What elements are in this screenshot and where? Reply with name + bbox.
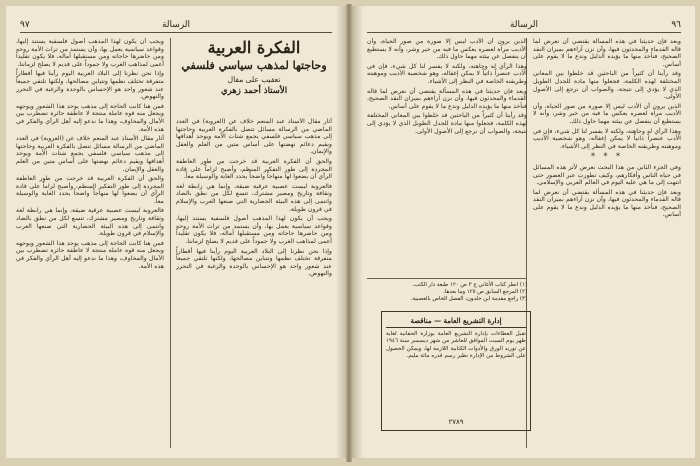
paragraph: وقد رأينا أن كثيراً من الباحثين قد خلطوا بين المعاني المختلفة لهذه الكلمة، فجعلوا منها مادة للجدل الطويل الذي لا يؤدي إلى نتيجة، والصواب أن نرجع إلى الأصول الأولى. (367, 112, 527, 135)
paragraph: فمن هنا كانت الحاجة إلى مذهب يوحد هذا الشعور ويوجهه ويجعل منه قوة عاملة منتجة لا عاطفة حائرة تضطرب بين الآمال والمخاوف، وهذا ما ندعو إليه أهل الرأي والفكر في هذه الأمة. (16, 239, 164, 270)
paragraph: الذين يرون أن الأدب ليس إلا صورة من صور الحياة، وأن الأديب مرآة لعصره يعكس ما فيه من خير وشر، وأنه لا يستطيع أن ينفصل عن بيئته مهما حاول ذلك. (367, 38, 527, 61)
paragraph: ويجب أن يكون لهذا المذهب أصول فلسفية يستند إليها، وقواعد سياسية يعمل بها، وأن يستمد من تراث الأمة روحه ومن حاضرها حاجاته ومن مستقبلها آماله، فلا يكون تقليداً أعمى لمذاهب الغرب ولا جموداً على قديم لا يصلح لزماننا. (16, 38, 164, 68)
paragraph: فالعروبة ليست عصبية عرقية ضيقة، وإنما هي رابطة لغة وثقافة وتاريخ ومصير مشترك، تتسع لكل من نطق بالضاد وانتمى إلى هذه البيئة الحضارية التي صنعها العرب والإسلام في قرون طويلة. (16, 207, 164, 238)
article-author: الأستاذ أحمد زهري (220, 86, 288, 96)
footnote: (٣) راجع مقدمة ابن خلدون، الفصل الخاص بالعصبية. (410, 296, 527, 302)
ad-body: تقبل العطاءات بإدارة التشريع العامة بوزارة الحقانية لغاية ظهر يوم السبت الموافق للعاشر من شهر ديسمبر سنة ١٩٤٦ عن توريد الورق والأدوات الكتابية اللازمة لها، ويمكن الحصول على الشروط من الإدارة نظير رسم قدره مائة مليم. (386, 331, 526, 360)
running-head-title: الرسالة (509, 20, 539, 30)
paragraph: وإذا نحن نظرنا إلى البلاد العربية اليوم رأينا فيها أقطاراً متفرقة تختلف نظمها وتتباين مصالحها، ولكنها تلتقي جميعاً عند شعور واحد هو الإحساس بالوحدة والرغبة في التحرر والنهوض. (16, 70, 164, 101)
running-head (367, 20, 681, 33)
column-right-lower (176, 118, 332, 448)
article-title: الفكرة العربية (207, 38, 301, 57)
binding-shadow (336, 6, 346, 458)
paragraph: أثار مقال الأستاذ عبد المنعم خلاف عن (العروبة) في العدد الماضي من الرسالة مسائل تتصل بالفكرة العربية وحاجتها إلى مذهب سياسي فلسفي يجمع شتات الأمة ويوحد أهدافها ويقيم دعائم نهضتها على أساس متين من العلم والعقل والإيمان. (16, 135, 164, 173)
paragraph: ويجب أن يكون لهذا المذهب أصول فلسفية يستند إليها، وقواعد سياسية يعمل بها، وأن يستمد من تراث الأمة روحه ومن حاضرها حاجاته ومن مستقبلها آماله، فلا يكون تقليداً أعمى لمذاهب الغرب ولا جموداً على قديم لا يصلح لزماننا. (176, 215, 332, 245)
page-number: ٩٦ (671, 20, 681, 30)
paragraph: والحق أن الفكرة العربية قد خرجت من طور العاطفة المجردة إلى طور التفكير المنظم، وأصبح لزاماً على قادة الرأي أن يضعوا لها منهاجاً واضحاً يحدد الغاية والوسيلة معاً. (176, 157, 332, 181)
column-divider (170, 38, 171, 448)
paragraph: وفي الجزء الثاني من هذا البحث نعرض لأثر هذه المسائل في حياة الناس وأفكارهم، وكيف تطورت عبر العصور حتى انتهت إلى ما هي عليه اليوم في العالم العربي والإسلامي. (533, 163, 681, 187)
paragraph: وبعد فإن حديثنا في هذه المسألة يقتضي أن نعرض لما قاله القدماء والمحدثون فيها، وأن نزن آراءهم بميزان النقد الصحيح، فنأخذ منها ما يؤيده الدليل وندع ما لا يقوم على أساس. (367, 87, 527, 110)
footnote: (٢) المرجع السابق ص ١٢٥ وما بعدها. (443, 289, 527, 295)
article-heading (176, 38, 332, 97)
left-page (6, 6, 347, 458)
right-page (352, 6, 695, 458)
column-right (533, 38, 681, 448)
paragraph: وإذا نحن نظرنا إلى البلاد العربية اليوم رأينا فيها أقطاراً متفرقة تختلف نظمها وتتباين مصالحها، ولكنها تلتقي جميعاً عند شعور واحد هو الإحساس بالوحدة والرغبة في التحرر والنهوض. (176, 247, 332, 278)
article-subtitle: وحاجتها لمذهب سياسي فلسفي (181, 59, 327, 72)
article-note: تعقيب على مقال (227, 75, 281, 84)
paragraph: وبعد فإن حديثنا في هذه المسألة يقتضي أن نعرض لما قاله القدماء والمحدثون فيها، وأن نزن آراءهم بميزان النقد الصحيح، فنأخذ منها ما يؤيده الدليل وندع ما لا يقوم على أساس. (533, 188, 681, 219)
footnote: (١) انظر كتاب الأغاني ج ٣ ص ١٢٠ طبعة دار الكتب. (412, 282, 527, 288)
paragraph: وبعد فإن حديثنا في هذه المسألة يقتضي أن نعرض لما قاله القدماء والمحدثون فيها، وأن نزن آراءهم بميزان النقد الصحيح، فنأخذ منها ما يؤيده الدليل وندع ما لا يقوم على أساس. (533, 38, 681, 68)
paragraph: أثار مقال الأستاذ عبد المنعم خلاف عن (العروبة) في العدد الماضي من الرسالة مسائل تتصل بالفكرة العربية وحاجتها إلى مذهب سياسي فلسفي يجمع شتات الأمة ويوحد أهدافها ويقيم دعائم نهضتها على أساس متين من العلم والعقل والإيمان. (176, 118, 332, 156)
paragraph: وقد رأينا أن كثيراً من الباحثين قد خلطوا بين المعاني المختلفة لهذه الكلمة، فجعلوا منها مادة للجدل الطويل الذي لا يؤدي إلى نتيجة، والصواب أن نرجع إلى الأصول الأولى. (533, 70, 681, 101)
running-head-title: الرسالة (161, 20, 191, 30)
paragraph: الذين يرون أن الأدب ليس إلا صورة من صور الحياة، وأن الأديب مرآة لعصره يعكس ما فيه من خير وشر، وأنه لا يستطيع أن ينفصل عن بيئته مهما حاول ذلك. (533, 102, 681, 125)
running-head (20, 20, 332, 33)
paragraph: وهذا الرأي له وجاهته، ولكنه لا يفسر لنا كل شيء، فإن في الأدب عنصراً ذاتياً لا يمكن إغفاله، وهو شخصية الأديب وموهبته وطريقته الخاصة في النظر إلى الأشياء. (367, 62, 527, 85)
paragraph: والحق أن الفكرة العربية قد خرجت من طور العاطفة المجردة إلى طور التفكير المنظم، وأصبح لزاماً على قادة الرأي أن يضعوا لها منهاجاً واضحاً يحدد الغاية والوسيلة معاً. (16, 175, 164, 205)
footnotes (367, 278, 527, 303)
paragraph: فمن هنا كانت الحاجة إلى مذهب يوحد هذا الشعور ويوجهه ويجعل منه قوة عاملة منتجة لا عاطفة حائرة تضطرب بين الآمال والمخاوف، وهذا ما ندعو إليه أهل الرأي والفكر في هذه الأمة. (16, 102, 164, 133)
advertisement-box (381, 311, 531, 431)
section-break: * * * (590, 152, 624, 162)
paragraph: فالعروبة ليست عصبية عرقية ضيقة، وإنما هي رابطة لغة وثقافة وتاريخ ومصير مشترك، تتسع لكل من نطق بالضاد وانتمى إلى هذه البيئة الحضارية التي صنعها العرب والإسلام في قرون طويلة. (176, 182, 332, 213)
binding-shadow (353, 6, 363, 458)
ad-code: ٢٧٨٩ (448, 418, 464, 426)
paragraph: وهذا الرأي له وجاهته، ولكنه لا يفسر لنا كل شيء، فإن في الأدب عنصراً ذاتياً لا يمكن إغفاله، وهو شخصية الأديب وموهبته وطريقته الخاصة في النظر إلى الأشياء. (533, 127, 681, 150)
column-left (367, 38, 527, 274)
page-number: ٩٧ (20, 20, 30, 30)
column-left (16, 38, 164, 448)
ad-title: إدارة التشريع العامة — مناقصة (386, 316, 526, 328)
